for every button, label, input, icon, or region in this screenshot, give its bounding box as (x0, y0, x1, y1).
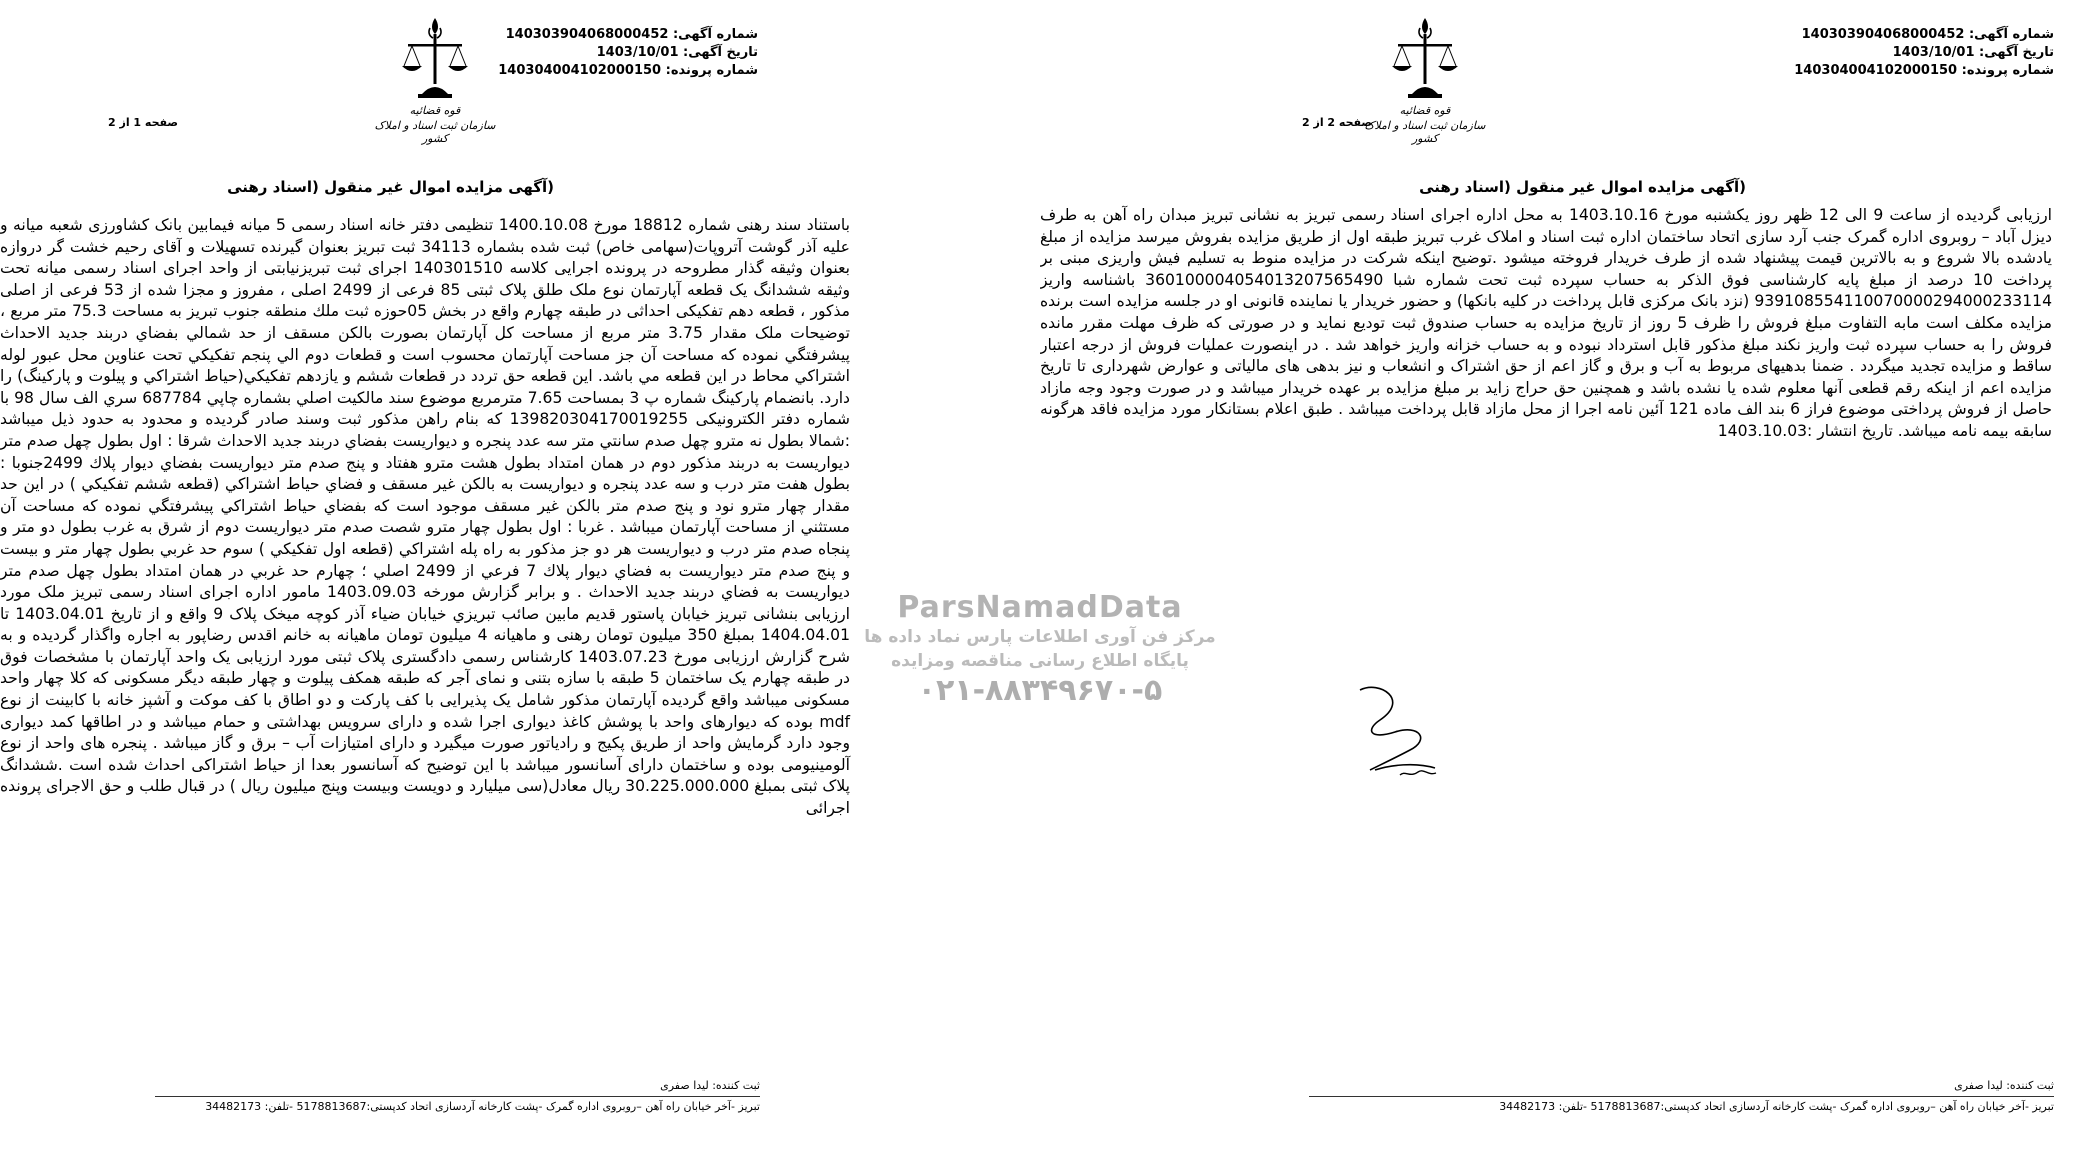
ad-date: تاریخ آگهی: 1403/10/01 (1892, 45, 2054, 60)
judiciary-logo (360, 14, 510, 144)
notice-body: باستناد سند رهنی شماره 18812 مورخ 1400.10.08 تنظیمی دفتر خانه اسناد رسمی 5 میانه فیمابین بانک کشاورزی شعبه میانه و علیه آذر گوشت آتروپات(سهامی خاص) ثبت شده بشماره 34113 ثبت تبریز بعنوان گیرنده تسهیلات و آقای رحیم خشت گر دروازه بعنوان وثیقه گذار مطروحه در پرونده اجرایی کلاسه 140301510 اجرای ثبت تبریزنیابتی از واحد اجرای اسناد رسمی میانه تحت وثیقه ششدانگ یک قطعه آپارتمان نوع ملک طلق پلاک ثبتی 85 فرعی از 2499 اصلی ، مفروز و مجزا شده از 53 فرعی از اصلی مذکور ، قطعه دهم تفکیکی احداثی در طبقه چهارم واقع در بخش 05حوزه ثبت ملك منطقه جنوب تبريز به مساحت 75.3 متر مربع ، توضيحات ملک مقدار 3.75 متر مربع از مساحت كل آپارتمان بصورت بالكن مسقف از حد شمالي بفضاي دربند جديد الاحداث پيشرفتگي نموده كه مساحت آن جز مساحت آپارتمان محسوب است و قطعات دوم الي پنجم تفکيکي تحت عناوين محل عبور لوله اشتراكي محاط در اين قطعه مي باشد. اين قطعه حق تردد در قطعات ششم و يازدهم تفكيكي(حياط اشتراكي و پيلوت و پاركينگ) را دارد. بانضمام پاركينگ شماره پ 3 بمساحت 7.65 مترمربع موضوع سند مالكيت اصلي بشماره چاپي 687784 سري الف سال 98 با شماره دفتر الکترونیکی 139820304170019255 که بنام راهن مذکور ثبت وسند صادر گردیده و محدود به حدود ذیل میباشد :شمالا بطول نه مترو چهل صدم سانتي متر سه عدد پنجره و ديواريست بفضاي دربند جديد الاحداث شرقا : اول بطول چهل صدم متر ديواريست به دربند مذكور دوم در همان امتداد بطول هشت مترو هفتاد و پنج صدم متر ديواريست بفضاي ديوار پلاك 2499جنوبا : بطول هفت متر درب و سه عدد پنجره و ديواريست به بالكن غير مسقف و فضاي حياط اشتراكي (قطعه ششم تفكيكي ) در اين حد مقدار چهار مترو نود و پنج صدم متر بالكن غير مسقف موجود است كه بفضاي حياط اشتراكي پيشرفتگي نموده كه مساحت آن مستثني از مساحت آپارتمان ميباشد . غربا : اول بطول چهار مترو شصت صدم متر ديواريست دوم از شرق به غرب بطول دو متر و پنجاه صدم متر درب و ديواريست هر دو جز مذكور به راه پله اشتراكي (قطعه اول تفكيكي ) سوم حد غربي بطول چهار متر و بيست و پنج صدم متر ديواريست به فضاي ديوار پلاك 7 فرعي از 2499 اصلي ؛ چهارم حد غربي در همان امتداد بطول چهل صدم متر ديواريست به فضاي دربند جديد الاحداث . و برابر گزارش مورخه 1403.09.03 مامور اداره اجرای اسناد رسمی تبریز ملک مورد ارزیابی بنشانی تبریز خیابان پاستور قدیم مابین صائب تبریزي خیابان ضیاء آذر کوچه میخک پلاک 9 واقع و از تاریخ 1403.04.01 تا 1404.04.01 بمبلغ 350 میلیون تومان رهنی و ماهیانه 4 میلیون تومان ماهیانه به خانم اقدس رضاپور به اجاره واگذار گردیده و به شرح گزارش ارزیابی مورخ 1403.07.23 کارشناس رسمی دادگستری پلاک ثبتی مورد ارزیابی یک واحد آپارتمان با مشخصات فوق در طبقه چهارم یک ساختمان 5 طبقه با سازه بتنی و نمای آجر که طبقه همکف پیلوت و چهار طبقه دیگر مسکونی که کلا چهار واحد مسکونی میباشد واقع گردیده آپارتمان مذکور شامل یک پذیرایی با کف پارکت و دو اطاق با کف موکت و آشپز خانه با کابینت از نوع mdf بوده که دیوارهای واحد با پوشش کاغذ دیواری اجرا شده و دارای سرویس بهداشتی و حمام میباشد و در اطاقها کمد دیواری وجود دارد گرمایش واحد از طریق پکیج و رادیاتور صورت میگیرد و دارای امتیازات آب – برق و گاز میباشد . پنجره های واحد از نوع آلومینیومی بوده و ساختمان دارای آسانسور میباشد با این توضیح که آسانسور بعدا از حیاط اشتراکی احداث شده است .ششدانگ پلاک ثبتی بمبلغ 30.225.000.000 ریال معادل(سی میلیارد و دویست وبیست وپنج میلیون ریال ) در قبال طلب و حق الاجرای پرونده اجرائی (0, 216, 851, 818)
watermark-brand: ParsNamadData (897, 590, 1183, 625)
notice-title: (آگهی مزایده اموال غیر منقول (اسناد رهنی (1419, 178, 1746, 196)
page-number: صفحه 2 از 2 (1302, 116, 1373, 129)
recorder-name: ثبت کننده: لیدا صفری (1954, 1079, 2054, 1092)
logo-caption-1: قوه قضائیه (409, 104, 461, 117)
notice-title: (آگهی مزایده اموال غیر منقول (اسناد رهنی (227, 178, 554, 196)
logo-caption-2: سازمان ثبت اسناد و املاک کشور (1364, 119, 1486, 145)
ad-number: شماره آگهی: 140303904068000452 (505, 27, 758, 42)
recorder-name: ثبت کننده: لیدا صفری (660, 1079, 760, 1092)
ad-date: تاریخ آگهی: 1403/10/01 (596, 45, 758, 60)
header-info (1794, 26, 2054, 80)
case-number: شماره پرونده: 140304004102000150 (498, 63, 758, 78)
watermark (860, 590, 1220, 750)
signature (1340, 670, 1460, 790)
footer (155, 1078, 760, 1114)
watermark-phone: ۰۲۱-۸۸۳۴۹۶۷۰-۵ (917, 673, 1163, 708)
office-address: تبریز -آخر خیابان راه آهن –روبروی اداره گمرک -پشت کارخانه آردسازی اتحاد کدپستی:5178813687 -تلفن: 34482173 (1499, 1100, 2054, 1113)
notice-page-1 (0, 0, 1040, 1156)
notice-body: ارزیابی گردیده از ساعت 9 الی 12 ظهر روز یکشنبه مورخ 1403.10.16 به محل اداره اجرای اسناد رسمی تبریز به نشانی تبریز مبدان راه آهن به طرف دیزل آباد – روبروی اداره گمرک جنب آرد سازی اتحاد ساختمان اداره ثبت اسناد و املاک غرب تبریز طبقه اول از طریق مزایده بفروش میرسد مزایده از مبلغ یادشده بالا شروع و به بالاترین قیمت پیشنهاد شده از طرف خریدار فروخته میشود .توضیح اینکه شرکت در مزایده منوط به تسلیم فیش واریزی مبنی بر پرداخت 10 درصد از مبلغ پایه کارشناسی فوق الذکر به حساب سپرده ثبت تحت شماره شبا 360100004054013207565490 باشناسه واریز 939108554110070000294000233114 (نزد بانک مرکزی قابل پرداخت در کلیه بانکها) و حضور خریدار یا نماینده قانونی او در جلسه مزایده است برنده مزایده مکلف است مابه التفاوت مبلغ فروش را ظرف 5 روز از تاریخ مزایده به حساب صندوق ثبت تودیع نماید و در صورتی که ظرف مهلت مقرر مانده فروش را به حساب سپرده ثبت واریز نکند مبلغ مذکور قابل استرداد نبوده و به حساب خزانه واریز خواهد شد . در اینصورت عملیات فروش از درجه اعتبار ساقط و مزایده تجدید میگردد . ضمنا بدهیهای مربوط به آب و برق و گاز اعم از حق اشتراک و انشعاب و نیز بدهی های مالیاتی و عوارض شهرداری تا تاریخ مزایده اعم از اینکه رقم قطعی آنها معلوم شده یا نشده باشد و همچنین حق حراج زاید بر مبلغ مزایده بر عهده خریدار میباشد و در صورت وجود وجه مازاد حاصل از فروش پرداختی موضوع فراز 6 بند الف ماده 121 آئین نامه اجرا از محل مازاد قابل پرداخت میباشد . طبق اعلام بستانکار مورد مزایده فاقد هرگونه سابقه بیمه نامه میباشد. تاریخ انتشار :1403.10.03 (1040, 206, 2052, 440)
scales-emblem-icon (400, 14, 470, 102)
notice-page-2 (1040, 0, 2082, 1156)
watermark-line-1: مرکز فن آوری اطلاعات پارس نماد داده ها (864, 627, 1216, 647)
judiciary-logo (1350, 14, 1500, 144)
scales-emblem-icon (1390, 14, 1460, 102)
case-number: شماره پرونده: 140304004102000150 (1794, 63, 2054, 78)
watermark-line-2: پایگاه اطلاع رسانی مناقصه ومزایده (891, 651, 1189, 671)
office-address: تبریز -آخر خیابان راه آهن –روبروی اداره گمرک -پشت کارخانه آردسازی اتحاد کدپستی:5178813687 -تلفن: 34482173 (205, 1100, 760, 1113)
page-number: صفحه 1 از 2 (108, 116, 179, 129)
logo-caption-2: سازمان ثبت اسناد و املاک کشور (374, 119, 496, 145)
logo-caption-1: قوه قضائیه (1399, 104, 1451, 117)
header-info (498, 26, 758, 80)
footer-divider (155, 1096, 760, 1097)
footer-divider (1309, 1096, 2054, 1097)
ad-number: شماره آگهی: 140303904068000452 (1801, 27, 2054, 42)
footer (1309, 1078, 2054, 1114)
